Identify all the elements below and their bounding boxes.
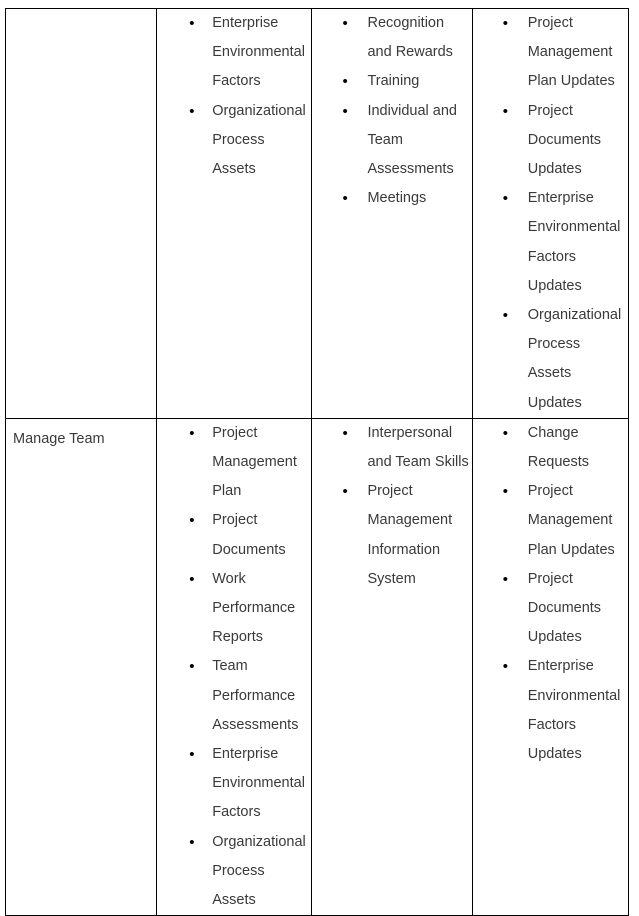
list-item: [157, 740, 311, 828]
bullet-icon: •: [189, 424, 195, 442]
list-item: [312, 184, 471, 213]
bullet-icon: •: [502, 307, 508, 325]
inputs-cell: [157, 9, 312, 419]
bullet-icon: •: [342, 483, 348, 501]
tools-list: [312, 9, 471, 213]
list-item-text: Training: [367, 73, 420, 90]
list-item-text: Interpersonal and Team Skills: [367, 424, 469, 471]
inputs-list: [157, 419, 311, 915]
bullet-icon: •: [342, 15, 348, 32]
list-item: [473, 477, 628, 565]
list-item: [312, 477, 471, 594]
bullet-icon: •: [189, 512, 195, 530]
list-item-text: Change Requests: [527, 424, 589, 471]
list-item-text: Project Management Information System: [367, 483, 453, 587]
list-item-text: Project Documents: [212, 512, 286, 558]
list-item-text: Enterprise Environmental Factors: [212, 746, 305, 821]
list-item: [473, 419, 628, 477]
tools-list: [312, 419, 471, 594]
bullet-icon: •: [502, 658, 508, 676]
outputs-cell: [472, 9, 628, 419]
table-row: [6, 9, 629, 419]
list-item: [473, 565, 628, 653]
list-item-text: Work Performance Reports: [212, 570, 296, 646]
bullet-icon: •: [342, 73, 348, 91]
list-item-text: Meetings: [367, 190, 427, 207]
bullet-icon: •: [189, 658, 195, 676]
list-item-text: Project Management Plan Updates: [527, 15, 615, 90]
list-item: [312, 9, 471, 67]
list-item: [312, 419, 471, 477]
tools-cell: [312, 9, 472, 419]
list-item-text: Project Documents Updates: [527, 102, 602, 178]
outputs-cell: [472, 418, 628, 915]
list-item-text: Organizational Process Assets Updates: [527, 307, 622, 411]
list-item-text: Organizational Process Assets: [212, 833, 306, 909]
bullet-icon: •: [342, 190, 348, 208]
bullet-icon: •: [189, 570, 195, 588]
bullet-icon: •: [502, 424, 508, 442]
inputs-cell: [157, 418, 312, 915]
list-item-text: Project Management Plan Updates: [527, 483, 615, 558]
list-item: [312, 67, 471, 96]
list-item: [157, 652, 311, 740]
bullet-icon: •: [502, 15, 508, 32]
list-item: [157, 9, 311, 97]
list-item: [157, 506, 311, 564]
list-item: [473, 97, 628, 185]
list-item: [473, 652, 628, 769]
list-item: [473, 9, 628, 97]
bullet-icon: •: [502, 570, 508, 588]
list-item-text: Enterprise Environmental Factors: [212, 15, 305, 90]
bullet-icon: •: [502, 483, 508, 501]
list-item: [157, 565, 311, 653]
bullet-icon: •: [189, 15, 195, 32]
outputs-list: [473, 419, 628, 769]
list-item-text: Enterprise Environmental Factors Updates: [527, 658, 621, 763]
list-item-text: Recognition and Rewards: [367, 15, 453, 61]
bullet-icon: •: [342, 102, 348, 120]
bullet-icon: •: [502, 102, 508, 120]
process-table: [5, 8, 629, 916]
process-name: [6, 9, 156, 15]
list-item: [312, 97, 471, 185]
inputs-list: [157, 9, 311, 184]
process-name: Manage Team: [13, 430, 105, 447]
list-item: [473, 301, 628, 418]
list-item-text: Individual and Team Assessments: [367, 102, 457, 178]
list-item-text: Project Documents Updates: [527, 570, 602, 646]
list-item-text: Enterprise Environmental Factors Updates: [527, 190, 621, 294]
table-row: [6, 418, 629, 915]
bullet-icon: •: [502, 190, 508, 208]
bullet-icon: •: [189, 102, 195, 120]
process-name-cell: [6, 9, 157, 419]
list-item: [157, 828, 311, 916]
tools-cell: [312, 418, 472, 915]
list-item-text: Organizational Process Assets: [212, 102, 306, 178]
list-item-text: Team Performance Assessments: [212, 658, 299, 733]
list-item: [473, 184, 628, 301]
bullet-icon: •: [342, 424, 348, 442]
list-item-text: Project Management Plan: [212, 424, 297, 500]
list-item: [157, 97, 311, 185]
bullet-icon: •: [189, 746, 195, 764]
list-item: [157, 419, 311, 507]
process-name-cell: [6, 418, 157, 915]
bullet-icon: •: [189, 833, 195, 851]
outputs-list: [473, 9, 628, 418]
